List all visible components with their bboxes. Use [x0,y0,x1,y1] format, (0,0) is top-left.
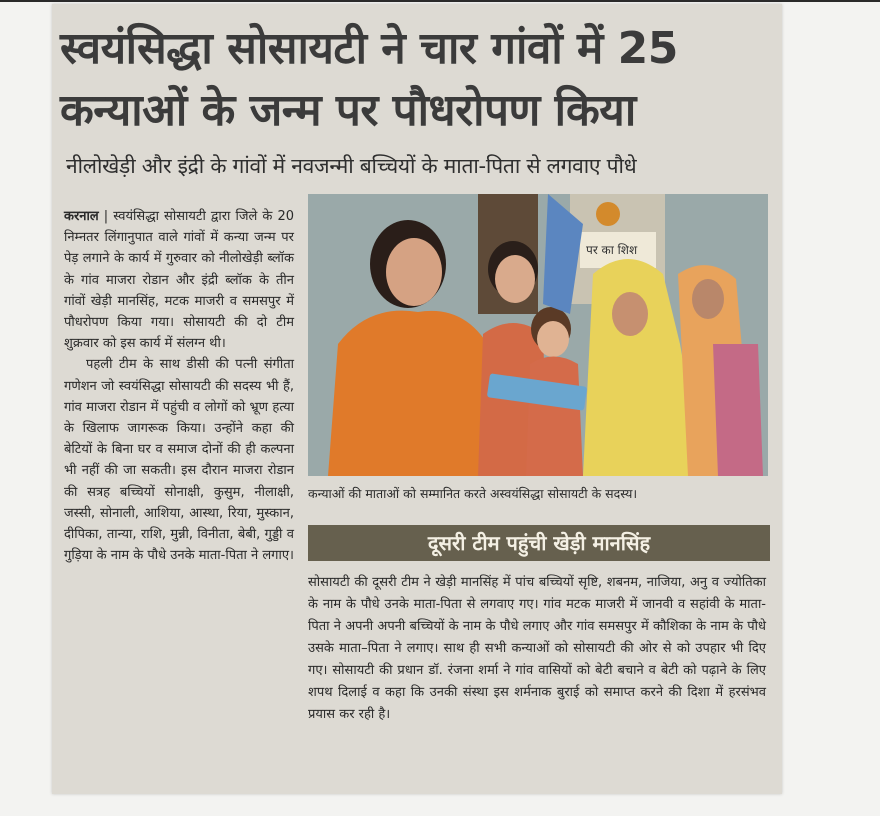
headline: स्वयंसिद्धा सोसायटी ने चार गांवों में 25 कन्याओं के जन्म पर पौधरोपण किया [60,23,678,136]
photo-caption: कन्याओं की माताओं को सम्मानित करते अस्वयंसिद्धा सोसायटी के सदस्य। [308,486,638,501]
photo-poster-emblem [596,202,620,226]
newspaper-clipping [52,4,782,794]
person-5-dress [713,344,763,476]
right-column [308,572,766,726]
subheadline: नीलोखेड़ी और इंद्री के गांवों में नवजन्मी बच्चियों के माता-पिता से लगवाए पौधे [66,154,637,178]
right-paragraph: सोसायटी की दूसरी टीम ने खेड़ी मानसिंह में पांच बच्चियों सृष्टि, शबनम, नाजिया, अनु व ज्योतिका के नाम के पौधे उनके माता-पिता से लगवाए गए। गांव मटक माजरी में जानवी व सहांवी के माता-पिता ने अपनी अपनी बच्चियों के नाम के पौधे लगाए और गांव समसपुर में कौशिका के नाम के पौधे उसके माता–पिता ने लगाए। साथ ही सभी कन्याओं को सोसायटी की ओर से को उपहार भी दिए गए। सोसायटी की प्रधान डॉ. रंजना शर्मा ने गांव वासियों को बेटी बचाने व बेटी को पढ़ाने के लिए शपथ दिलाई व कहा कि उनकी संस्था इस शर्मनाक बुराई को समाप्त करने की दिशा में हरसंभव प्रयास कर रही है। [308,575,766,722]
left-paragraph-1-text: | स्वयंसिद्धा सोसायटी द्वारा जिले के 20 निम्नतर लिंगानुपात वाले गांवों में कन्या जन्म पर पेड़ लगाने के कार्य में गुरुवार को नीलोखेड़ी ब्लॉक के गांव माजरा रोडान और इंद्री ब्लॉक के तीन गांवों खेड़ी मानसिंह, मटक माजरी व समसपुर में पौधरोपण किया गया। सोसायटी की दो टीम शुक्रवार को इस कार्य में संलग्न थी। [64,209,294,352]
left-column [64,206,294,566]
left-paragraph-2: पहली टीम के साथ डीसी की पत्नी संगीता गणेशन जो स्वयंसिद्धा सोसायटी की सदस्य भी हैं, गांव माजरा रोडान में पहुंची व लोगों को भ्रूण हत्या के खिलाफ जागरूक किया। उन्होंने कहा की बेटियों के बिना घर व समाज दोनों की ही कल्पना भी नहीं की जा सकती। इस दौरान माजरा रोडान की सत्रह बच्चियों सोनाक्षी, कुसुम, नीलाक्षी, जस्सी, सोनाली, आशिया, आस्था, रिया, मुस्कान, दीपिका, तान्या, राशि, मुन्नी, विनीता, बेबी, गुड्डी व गुड़िया के नाम के पौधे उनके माता-पिता ने लगाए। [64,357,294,564]
person-5-face [692,279,724,319]
person-3-face [612,292,648,336]
photo-illustration [308,194,768,476]
child-dress [526,357,583,477]
news-photo [308,194,768,476]
photo-sign-text: पर का शिश [586,243,638,257]
dateline: करनाल [64,209,99,224]
section-banner: दूसरी टीम पहुंची खेड़ी मानसिंह [308,525,770,561]
scan-top-edge [0,0,880,2]
person-1-face [386,238,442,306]
child-face [537,321,569,357]
left-paragraph-1 [64,206,294,354]
person-2-face [495,255,535,303]
